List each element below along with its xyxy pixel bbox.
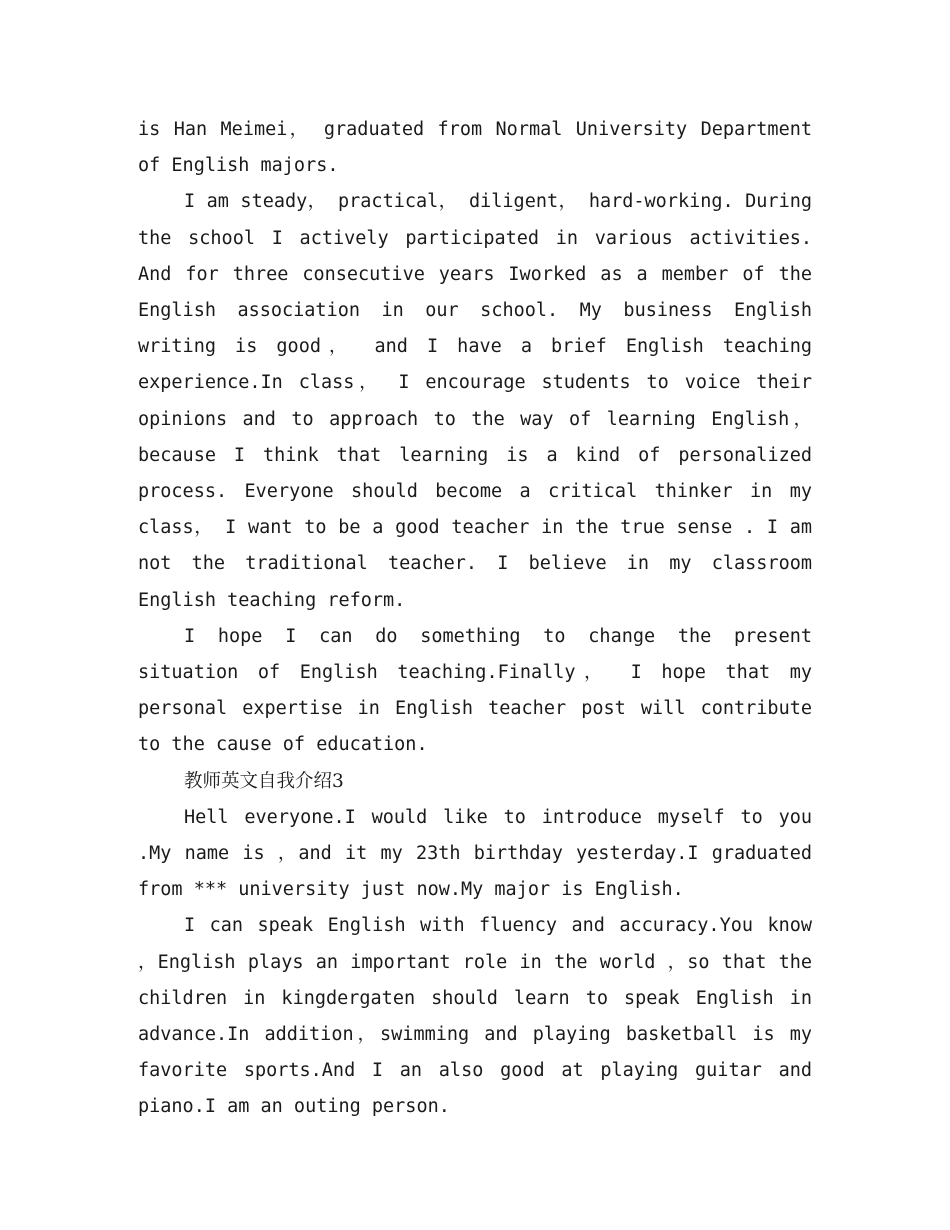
document-page: [138, 112, 812, 1126]
paragraph-personality: I am steady， practical， diligent， hard-working. During the school I actively participated in various activities. And for three consecutive years Iworked as a member of the English association in our school. My business English writing is good， and I have a brief English teaching experience.In class， I encourage students to voice their opinions and to approach to the way of learning English， because I think that learning is a kind of personalized process. Everyone should become a critical thinker in my class， I want to be a good teacher in the true sense . I am not the traditional teacher. I believe in my classroom English teaching reform.: [138, 191, 812, 611]
paragraph-hope: I hope I can do something to change the present situation of English teaching.Finally， I hope that my personal expertise in English teacher post will contribute to the cause of education.: [138, 625, 812, 756]
section-heading: 教师英文自我介绍3: [184, 770, 344, 792]
paragraph-intro-continued: is Han Meimei， graduated from Normal University Department of English majors.: [138, 119, 812, 177]
paragraph-skills: I can speak English with fluency and accuracy.You know ，English plays an important role in the world ，so that the children in kingdergaten should learn to speak English in advance.In addition，swimming and playing basketball is my favorite sports.And I an also good at playing guitar and piano.I am an outing person.: [138, 915, 812, 1118]
paragraph-greeting: Hell everyone.I would like to introduce myself to you .My name is ，and it my 23th birthday yesterday.I graduated from *** university just now.My major is English.: [138, 806, 812, 901]
